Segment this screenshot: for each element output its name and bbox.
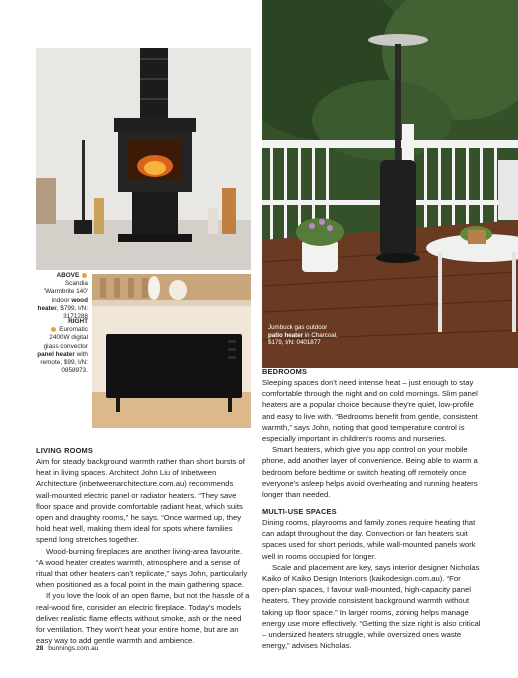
patio-caption-line3: $179, I/N: 0401877: [268, 339, 321, 347]
living-rooms-body: [36, 456, 251, 646]
wood-heater-photo: [36, 48, 251, 270]
bedrooms-paragraph-1: Sleeping spaces don't need intense heat – just enough to stay comfortable through the night and on cold mornings. Slim panel heaters are a popular choice because they're quiet, low-profile and easy to live with. “Bedrooms benefit from gentle, consistent warmth,” says John, noting that good temperature control is especially important in children's rooms and nurseries.: [262, 378, 478, 444]
multi-use-heading: MULTI-USE SPACES: [262, 507, 337, 516]
caption-right-price: with remote, $99, I/N: 0958973.: [40, 350, 88, 375]
living-paragraph-1: Aim for steady background warmth rather than short bursts of heat in living spaces. Architect John Liu of Inbetween Architecture (inbetweenarchitecture.com.au) recommends wall-mounted electric panel or radiator heaters. “They save floor space and provide comfortable radiant heat, which suits open and draughty rooms,” he says. “Once warmed up, they hold heat well, making them ideal for spots where families spend long stretches together.: [36, 457, 245, 545]
multi-paragraph-2: Scale and placement are key, says interior designer Nicholas Kaiko of Kaiko Design Interiors (kaikodesign.com.au). “For open-plan spaces, I favour wall-mounted, high-capacity panel heaters. They provide consistent background warmth without taking up floor space.” In larger rooms, zoning helps manage energy use more effectively. “Getting the size right is also critical – undersized heaters struggle, while oversized ones waste energy,” advises Nicholas.: [262, 562, 481, 651]
living-rooms-heading: LIVING ROOMS: [36, 446, 94, 455]
wood-heater-caption: [36, 272, 88, 321]
patio-heater-caption: [268, 324, 358, 347]
bedrooms-paragraph-2: Smart heaters, which give you app control on your mobile phone, add another layer of convenience. Being able to warm a bedroom before bedtime or switch heating off remotely once everyone's asleep helps avoid overheating and running heaters longer than needed.: [262, 445, 478, 500]
footer-site[interactable]: bunnings.com.au: [48, 645, 99, 652]
panel-heater-photo: [92, 274, 251, 428]
patio-caption-line2: in Charcoal,: [303, 331, 338, 339]
caption-above-price: , $799, I/N: 3171288: [56, 304, 88, 321]
bedrooms-body: [262, 377, 482, 500]
bullet-dot-icon: [51, 327, 56, 332]
patio-heater-photo: [262, 0, 518, 368]
page-footer: [36, 645, 98, 652]
patio-caption-bold: patio heater: [268, 331, 304, 339]
caption-above-label: ABOVE: [56, 272, 80, 279]
multi-use-body: [262, 517, 482, 651]
caption-above-bold: wood heater: [37, 296, 88, 312]
panel-heater-caption: [36, 318, 88, 375]
living-paragraph-2: Wood-burning fireplaces are another living-area favourite. “A wood heater creates warmth, atmosphere and a sense of ritual that other heaters can't replicate,” says John, particularly when positioned as a focal point in the main gathering space.: [36, 546, 248, 590]
caption-right-label: RIGHT: [68, 318, 88, 325]
multi-paragraph-1: Dining rooms, playrooms and family zones require heating that can adapt throughout the day. Convection or fan heaters suit spaces used for short periods, while wall-mounted panels work well in rooms occupied for longer.: [262, 518, 476, 561]
caption-above-text: Scandia 'Warmbrite 140' indoor: [43, 280, 88, 304]
page-number: 28: [36, 645, 44, 652]
caption-right-bold: panel heater: [37, 350, 75, 358]
bedrooms-heading: BEDROOMS: [262, 367, 308, 376]
bullet-dot-icon: [82, 273, 87, 278]
living-paragraph-3: If you love the look of an open flame, but not the hassle of a real-wood fire, consider an electric fireplace. Today's models deliver realistic flame effects without smoke, ash or the need for ventilation. They won't heat your entire home, but are an easy way to add gentle warmth and ambience.: [36, 591, 250, 646]
caption-right-text: Euromatic 2400W digital glass convector: [43, 326, 88, 350]
patio-caption-line1: Jumbuck gas outdoor: [268, 324, 328, 331]
